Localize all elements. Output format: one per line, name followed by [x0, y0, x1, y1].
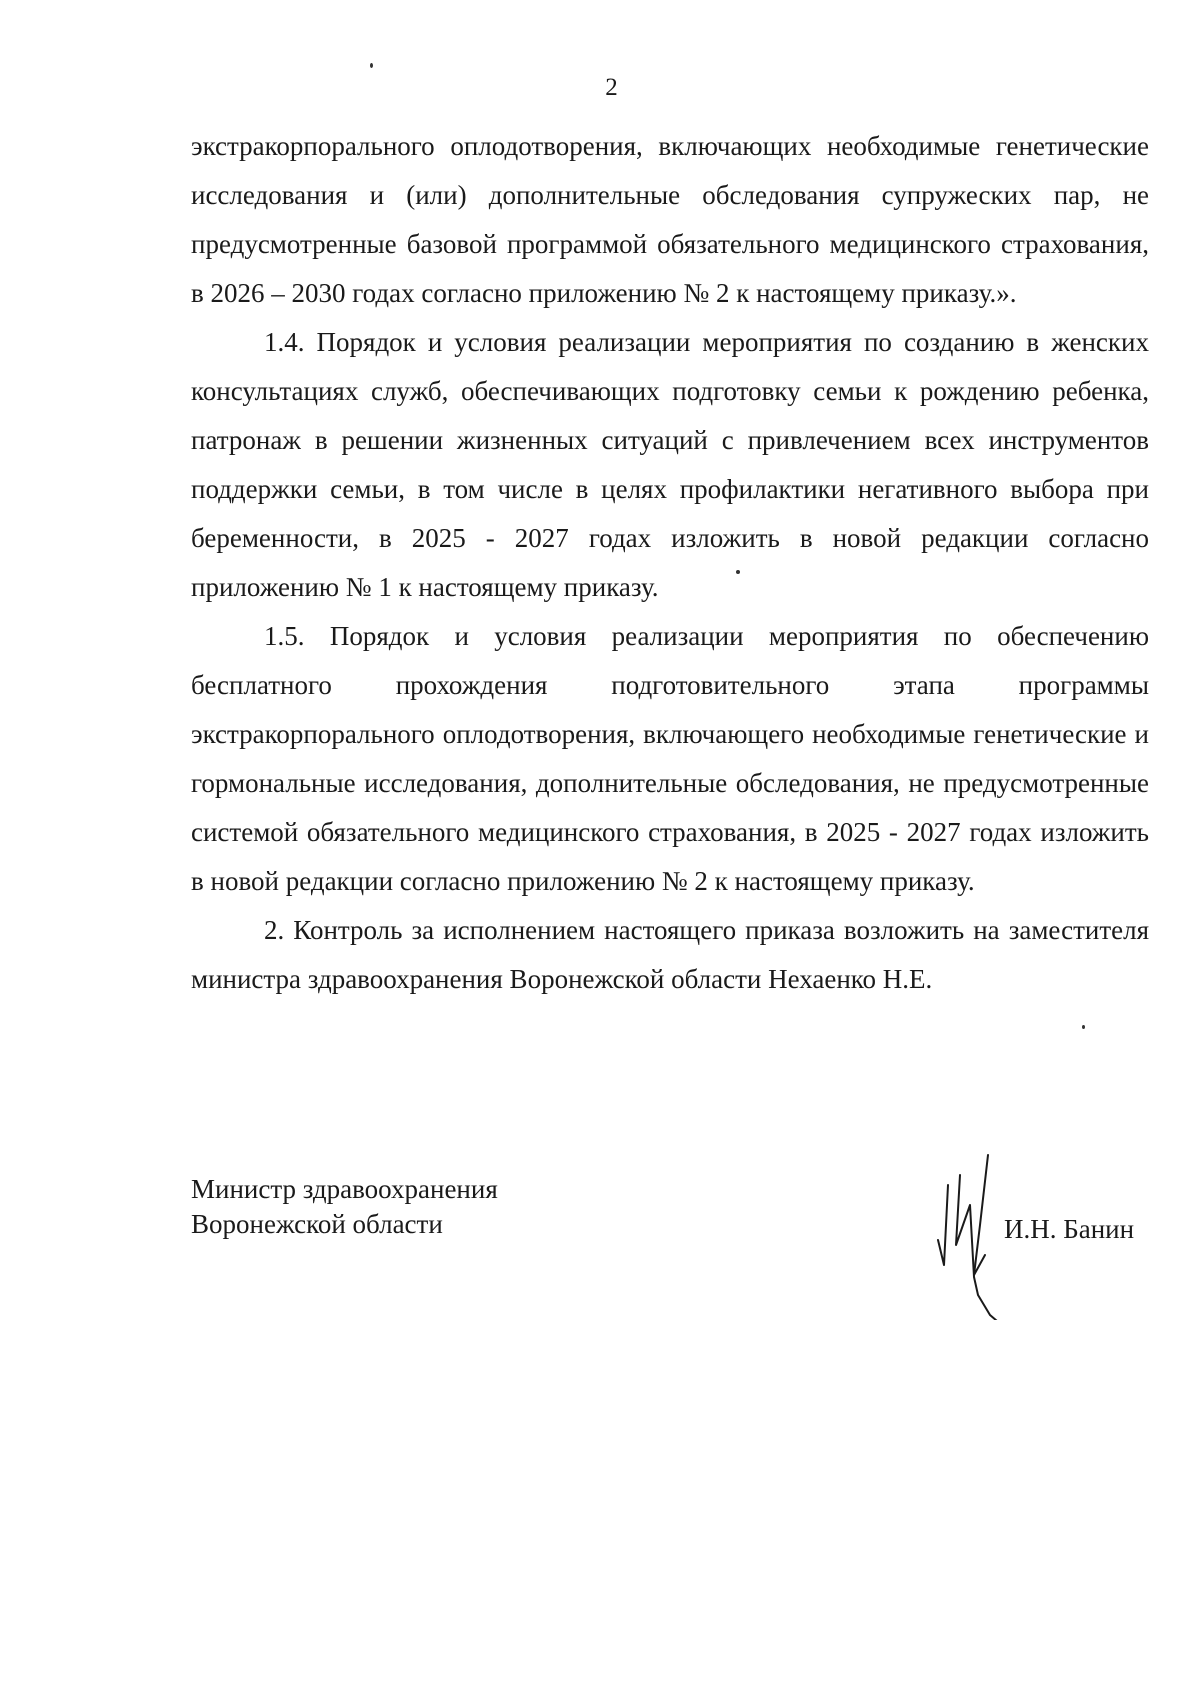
position-line-1: Министр здравоохранения	[191, 1174, 498, 1204]
paragraph-item-1-5: 1.5. Порядок и условия реализации мероприятия по обеспечению бесплатного прохождения подготовительного этапа программы экстракорпорального оплодотворения, включающего необходимые генетические и гормональные исследования, дополнительные обследования, не предусмотренные системой обязательного медицинского страхования, в 2025 - 2027 годах изложить в новой редакции согласно приложению № 2 к настоящему приказу.	[191, 621, 1149, 896]
signer-name: И.Н. Банин	[1004, 1214, 1135, 1244]
page-number: 2	[605, 74, 618, 101]
paragraph-item-1-4: 1.4. Порядок и условия реализации мероприятия по созданию в женских консультациях служб, обеспечивающих подготовку семьи к рождению ребенка, патронаж в решении жизненных ситуаций с привлечением всех инструментов поддержки семьи, в том числе в целях профилактики негативного выбора при беременности, в 2025 - 2027 годах изложить в новой редакции согласно приложению № 1 к настоящему приказу.	[191, 327, 1149, 602]
signatory-position	[191, 1172, 498, 1242]
paragraph-item-2: 2. Контроль за исполнением настоящего приказа возложить на заместителя министра здравоохранения Воронежской области Нехаенко Н.Е.	[191, 915, 1149, 994]
position-line-2: Воронежской области	[191, 1209, 443, 1239]
document-body	[191, 122, 1149, 1004]
scan-speck	[370, 63, 373, 68]
scan-speck	[736, 570, 740, 574]
scan-speck	[1082, 1025, 1085, 1029]
paragraph-continuation: экстракорпорального оплодотворения, включающих необходимые генетические исследования и (или) дополнительные обследования супружеских пар, не предусмотренные базовой программой обязательного медицинского страхования, в 2026 – 2030 годах согласно приложению № 2 к настоящему приказу.».	[191, 131, 1149, 308]
